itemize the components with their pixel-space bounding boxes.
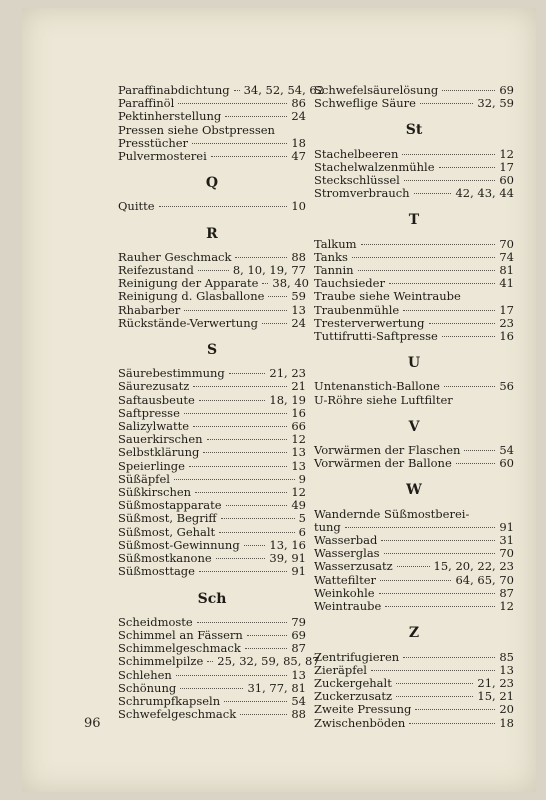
index-entry	[118, 290, 306, 303]
index-term: Pulvermosterei	[118, 149, 207, 164]
index-pages: 91	[499, 519, 514, 534]
index-pages: 16	[499, 329, 514, 344]
dot-leader	[192, 143, 287, 144]
index-pages: 10	[291, 199, 306, 214]
dot-leader	[384, 553, 496, 554]
index-term: Schimmelgeschmack	[118, 641, 241, 656]
dot-leader	[262, 283, 268, 284]
dot-leader	[268, 296, 287, 297]
dot-leader	[234, 90, 240, 91]
index-term: Schimmelpilze	[118, 654, 204, 669]
index-pages: 13	[291, 445, 306, 460]
dot-leader	[389, 283, 495, 284]
index-pages: 12	[291, 432, 306, 447]
dot-leader	[352, 257, 495, 258]
index-term: Säurebestimmung	[118, 366, 225, 381]
dot-leader	[224, 701, 287, 702]
index-entry	[314, 651, 514, 664]
dot-leader	[464, 450, 495, 451]
dot-leader	[240, 714, 287, 715]
dot-leader	[247, 635, 288, 636]
index-pages: 17	[499, 159, 514, 174]
dot-leader	[429, 323, 496, 324]
dot-leader	[409, 723, 495, 724]
dot-leader	[371, 670, 495, 671]
index-term: Weintraube	[314, 599, 382, 614]
section-letter: V	[408, 418, 420, 435]
section-letter: U	[407, 355, 421, 372]
index-pages: 85	[499, 649, 514, 664]
index-entry	[314, 97, 514, 110]
index-pages: 21, 23	[269, 366, 306, 381]
index-term: Stromverbrauch	[314, 186, 410, 201]
index-entry	[118, 682, 306, 695]
dot-leader	[225, 116, 287, 117]
index-term: Traubenmühle	[314, 302, 400, 317]
index-pages: 47	[291, 149, 306, 164]
index-entry	[314, 717, 514, 730]
dot-leader	[244, 545, 266, 546]
book-page	[22, 8, 536, 792]
index-pages: 13	[291, 458, 306, 473]
index-pages: 56	[499, 379, 514, 394]
index-pages: 88	[291, 707, 306, 722]
index-term: U-Röhre siehe Luftfilter	[314, 392, 453, 407]
index-term: Süßkirschen	[118, 485, 192, 500]
index-term: Süßmostapparate	[118, 498, 222, 513]
index-term: Schönung	[118, 680, 177, 695]
dot-leader	[381, 540, 495, 541]
index-pages: 64, 65, 70	[455, 572, 514, 587]
dot-leader	[379, 593, 496, 594]
index-term: Rückstände-Verwertung	[118, 315, 258, 330]
dot-leader	[456, 463, 496, 464]
dot-leader	[216, 558, 266, 559]
index-term: Quitte	[118, 199, 155, 214]
index-pages: 31, 77, 81	[247, 680, 306, 695]
index-pages: 13	[291, 667, 306, 682]
dot-leader	[199, 571, 287, 572]
index-term: Steckschlüssel	[314, 173, 400, 188]
index-pages: 49	[291, 498, 306, 513]
index-term: Säurezusatz	[118, 379, 190, 394]
section-letter: Q	[205, 175, 219, 192]
index-pages: 18	[499, 715, 514, 730]
index-entry	[314, 304, 514, 317]
index-term: Zieräpfel	[314, 662, 367, 677]
dot-leader	[442, 90, 495, 91]
index-term: Tresterverwertung	[314, 315, 425, 330]
index-term: Zuckergehalt	[314, 675, 392, 690]
dot-leader	[262, 323, 287, 324]
index-entry	[118, 124, 306, 137]
index-term: Speierlinge	[118, 458, 185, 473]
index-term: Schrumpfkapseln	[118, 693, 221, 708]
index-term: Scheidmoste	[118, 614, 193, 629]
index-entry	[118, 200, 306, 213]
index-entry	[118, 446, 306, 459]
index-entry	[118, 394, 306, 407]
dot-leader	[195, 492, 287, 493]
index-pages: 24	[291, 315, 306, 330]
index-pages: 25, 32, 59, 85, 87	[217, 654, 320, 669]
index-pages: 21	[291, 379, 306, 394]
page-number: 96	[84, 716, 101, 731]
index-pages: 59	[291, 289, 306, 304]
index-entry	[314, 187, 514, 200]
dot-leader	[203, 452, 287, 453]
index-term: Zentrifugieren	[314, 649, 400, 664]
dot-leader	[207, 661, 213, 662]
dot-leader	[193, 386, 287, 387]
index-term: Wasserzusatz	[314, 559, 393, 574]
index-entry	[314, 380, 514, 393]
index-pages: 12	[499, 146, 514, 161]
index-term: Pektinherstellung	[118, 109, 222, 124]
index-term: Tauchsieder	[314, 276, 385, 291]
dot-leader	[403, 310, 495, 311]
dot-leader	[159, 206, 288, 207]
index-entry	[118, 380, 306, 393]
index-pages: 34, 52, 54, 62	[243, 83, 325, 97]
dot-leader	[199, 400, 266, 401]
index-pages: 79	[291, 614, 306, 629]
index-entry	[314, 600, 514, 613]
index-pages: 54	[499, 443, 514, 458]
dot-leader	[245, 648, 288, 649]
index-pages: 60	[499, 456, 514, 471]
section-letter: Sch	[197, 590, 227, 607]
dot-leader	[184, 413, 287, 414]
index-entry	[118, 708, 306, 721]
index-pages: 18	[291, 135, 306, 150]
index-entry	[118, 669, 306, 682]
section-letter: R	[206, 225, 218, 242]
dot-leader	[402, 154, 495, 155]
index-entry	[314, 560, 514, 573]
index-entry	[314, 394, 514, 407]
index-entry	[314, 238, 514, 251]
index-term: Schwefelgeschmack	[118, 707, 237, 722]
index-term: Zweite Pressung	[314, 702, 412, 717]
index-pages: 15, 20, 22, 23	[433, 559, 514, 574]
index-pages: 21, 23	[477, 675, 514, 690]
index-term: Tanks	[314, 249, 348, 264]
section-letter: T	[408, 212, 420, 229]
dot-leader	[174, 479, 295, 480]
index-term: Süßäpfel	[118, 471, 170, 486]
index-entry	[118, 304, 306, 317]
index-pages: 60	[499, 173, 514, 188]
index-term: Süßmosttage	[118, 564, 195, 579]
index-pages: 16	[291, 405, 306, 420]
index-pages: 74	[499, 249, 514, 264]
index-term: Paraffinöl	[118, 96, 175, 111]
index-entry	[314, 574, 514, 587]
index-pages: 5	[298, 511, 306, 526]
index-pages: 18, 19	[269, 392, 306, 407]
index-term: Stachelwalzenmühle	[314, 159, 435, 174]
dot-leader	[178, 103, 287, 104]
index-term: Vorwärmen der Ballone	[314, 456, 452, 471]
index-pages: 6	[298, 524, 306, 539]
index-pages: 31	[499, 533, 514, 548]
index-term: Schlehen	[118, 667, 172, 682]
index-pages: 66	[291, 419, 306, 434]
index-term: Selbstklärung	[118, 445, 200, 460]
index-pages: 70	[499, 546, 514, 561]
index-entry	[118, 565, 306, 578]
dot-leader	[380, 580, 451, 581]
index-term: Schwefelsäurelösung	[314, 83, 439, 97]
dot-leader	[219, 532, 294, 533]
index-pages: 91	[291, 564, 306, 579]
dot-leader	[211, 156, 288, 157]
index-column-left	[118, 83, 325, 722]
section-letter: S	[206, 342, 218, 359]
index-entry	[118, 150, 306, 163]
index-pages: 12	[499, 599, 514, 614]
index-term: Süßmostkanone	[118, 551, 212, 566]
index-term: Stachelbeeren	[314, 146, 399, 161]
index-pages: 17	[499, 302, 514, 317]
index-term: Rhabarber	[118, 302, 181, 317]
index-pages: 23	[499, 315, 514, 330]
index-pages: 69	[499, 83, 514, 97]
index-pages: 24	[291, 109, 306, 124]
index-pages: 42, 43, 44	[455, 186, 514, 201]
index-term: Tuttifrutti-Saftpresse	[314, 329, 438, 344]
index-entry	[314, 703, 514, 716]
dot-leader	[361, 244, 496, 245]
dot-leader	[189, 466, 287, 467]
index-term: Reifezustand	[118, 263, 194, 278]
index-entry	[118, 512, 306, 525]
index-pages: 70	[499, 236, 514, 251]
dot-leader	[180, 688, 243, 689]
index-term: Presstücher	[118, 135, 189, 150]
index-term: Vorwärmen der Flaschen	[314, 443, 461, 458]
index-entry	[314, 457, 514, 470]
index-term: Paraffinabdichtung	[118, 83, 230, 97]
index-entry	[118, 317, 306, 330]
index-pages: 69	[291, 627, 306, 642]
index-pages: 87	[291, 641, 306, 656]
index-term: Saftpresse	[118, 405, 180, 420]
index-term: Süßmost-Gewinnung	[118, 537, 240, 552]
index-column-right	[314, 84, 514, 730]
index-pages: 38, 40	[272, 276, 309, 291]
dot-leader	[415, 709, 495, 710]
index-pages: 13	[291, 302, 306, 317]
dot-leader	[414, 193, 452, 194]
index-term: Reinigung d. Glasballone	[118, 289, 265, 304]
index-entry	[118, 616, 306, 629]
dot-leader	[397, 566, 430, 567]
index-pages: 81	[499, 263, 514, 278]
index-term: Untenanstich-Ballone	[314, 379, 440, 394]
index-term: Wasserbad	[314, 533, 378, 548]
dot-leader	[235, 257, 287, 258]
dot-leader	[404, 180, 496, 181]
index-term: Tannin	[314, 263, 354, 278]
dot-leader	[439, 167, 496, 168]
dot-leader	[403, 657, 495, 658]
index-term: Wattefilter	[314, 572, 376, 587]
index-pages: 15, 21	[477, 689, 514, 704]
section-letter: St	[405, 122, 423, 139]
dot-leader	[226, 505, 288, 506]
index-term: Wandernde Süßmostberei-	[314, 506, 470, 521]
index-pages: 86	[291, 96, 306, 111]
dot-leader	[197, 622, 288, 623]
dot-leader	[442, 336, 496, 337]
section-letter: W	[406, 482, 422, 499]
index-term: Süßmost, Begriff	[118, 511, 217, 526]
dot-leader	[420, 103, 473, 104]
index-term: Zwischenböden	[314, 715, 406, 730]
dot-leader	[184, 310, 287, 311]
section-letter: Z	[408, 625, 420, 642]
index-pages: 88	[291, 249, 306, 264]
index-pages: 12	[291, 485, 306, 500]
index-term: Rauher Geschmack	[118, 249, 232, 264]
dot-leader	[385, 606, 495, 607]
index-entry	[314, 508, 514, 521]
dot-leader	[198, 270, 229, 271]
index-term: Zuckerzusatz	[314, 689, 393, 704]
index-term: Sauerkirschen	[118, 432, 203, 447]
dot-leader	[229, 373, 266, 374]
index-entry	[314, 148, 514, 161]
index-term: tung	[314, 519, 341, 534]
index-entry	[118, 460, 306, 473]
index-entry	[314, 664, 514, 677]
dot-leader	[345, 527, 496, 528]
dot-leader	[396, 683, 474, 684]
index-pages: 39, 91	[269, 551, 306, 566]
dot-leader	[193, 426, 287, 427]
dot-leader	[207, 439, 288, 440]
index-term: Salizylwatte	[118, 419, 190, 434]
index-term: Traube siehe Weintraube	[314, 289, 461, 304]
dot-leader	[444, 386, 495, 387]
index-pages: 13	[499, 662, 514, 677]
index-pages: 41	[499, 276, 514, 291]
index-entry	[314, 290, 514, 303]
index-entry	[118, 654, 320, 669]
index-term: Pressen siehe Obstpressen	[118, 122, 275, 137]
index-term: Talkum	[314, 236, 357, 251]
index-term: Reinigung der Apparate	[118, 276, 259, 291]
index-term: Süßmost, Gehalt	[118, 524, 216, 539]
dot-leader	[221, 518, 295, 519]
dot-leader	[358, 270, 496, 271]
index-term: Saftausbeute	[118, 392, 195, 407]
index-pages: 32, 59	[477, 96, 514, 111]
dot-leader	[176, 675, 288, 676]
index-pages: 13, 16	[269, 537, 306, 552]
index-entry	[118, 110, 306, 123]
index-pages: 20	[499, 702, 514, 717]
index-term: Wasserglas	[314, 546, 380, 561]
index-entry	[118, 526, 306, 539]
index-term: Schweflige Säure	[314, 96, 416, 111]
index-pages: 87	[499, 585, 514, 600]
index-pages: 9	[298, 471, 306, 486]
index-entry	[314, 330, 514, 343]
index-pages: 8, 10, 19, 77	[232, 263, 306, 278]
index-term: Weinkohle	[314, 585, 375, 600]
dot-leader	[396, 696, 473, 697]
index-pages: 54	[291, 693, 306, 708]
index-term: Schimmel an Fässern	[118, 627, 243, 642]
